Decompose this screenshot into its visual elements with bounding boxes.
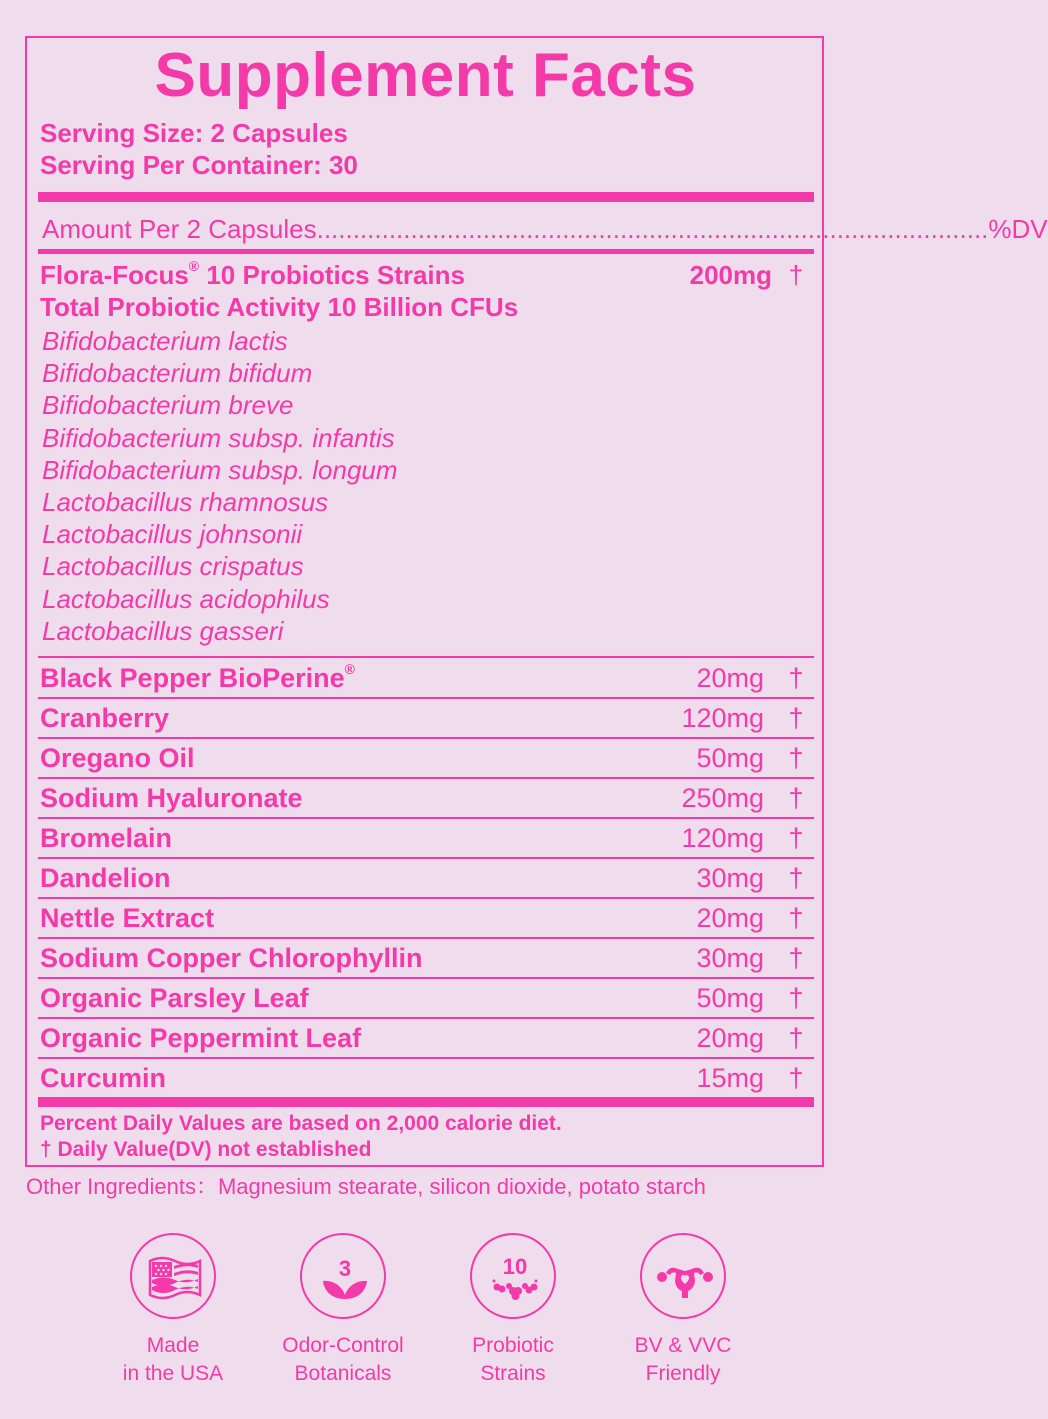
- list-item: Lactobacillus gasseri: [42, 615, 284, 646]
- ingredient-amount: 20mg: [696, 663, 764, 693]
- badge-label: Made in the USA: [122, 1334, 224, 1385]
- ingredient-name: Dandelion: [40, 863, 171, 893]
- table-row: [40, 1018, 810, 1058]
- table-row: [40, 1058, 810, 1098]
- ingredient-amount: 30mg: [696, 863, 764, 893]
- ingredient-amount: 120mg: [681, 703, 764, 733]
- flora-focus-dv: †: [788, 260, 804, 290]
- badge-circle: [300, 1233, 386, 1319]
- list-item: Bifidobacterium breve: [42, 390, 294, 421]
- ingredient-name: Bromelain: [40, 823, 173, 853]
- table-row: [40, 698, 810, 738]
- other-ingredients: Other Ingredients：Magnesium stearate, silicon dioxide, potato starch: [26, 1174, 706, 1199]
- header-divider: [38, 249, 814, 254]
- footnote-dv-not-established: † Daily Value(DV) not established: [40, 1138, 372, 1161]
- ingredient-dv: †: [788, 1023, 804, 1053]
- uterus-icon: [642, 1235, 728, 1321]
- table-row: [40, 818, 810, 858]
- ingredient-amount: 50mg: [696, 743, 764, 773]
- ingredient-dv: †: [788, 943, 804, 973]
- ingredient-dv: †: [788, 663, 804, 693]
- badge-label: BV & VVC Friendly: [634, 1334, 732, 1385]
- list-item: Bifidobacterium lactis: [42, 326, 288, 356]
- badge-circle: [470, 1233, 556, 1319]
- footnote-daily-values: Percent Daily Values are based on 2,000 calorie diet.: [40, 1112, 562, 1135]
- flora-focus-amount: 200mg: [689, 260, 772, 290]
- flora-focus-block: [40, 259, 810, 323]
- list-item: Lactobacillus acidophilus: [42, 583, 330, 614]
- ingredient-amount: 20mg: [696, 903, 764, 933]
- ingredient-amount: 250mg: [681, 783, 764, 813]
- ingredient-dv: †: [788, 743, 804, 773]
- table-row: [40, 778, 810, 818]
- bottom-thick-divider: [38, 1097, 814, 1107]
- us-flag-icon: [132, 1235, 218, 1321]
- flora-focus-name: Flora-Focus® 10 Probiotics Strains: [40, 258, 465, 290]
- badge-circle: [130, 1233, 216, 1319]
- list-item: Bifidobacterium subsp. infantis: [42, 422, 395, 453]
- ingredient-name: Nettle Extract: [40, 903, 215, 933]
- ingredient-name: Oregano Oil: [40, 743, 195, 773]
- ingredient-dv: †: [788, 983, 804, 1013]
- flora-focus-activity: Total Probiotic Activity 10 Billion CFUs: [40, 292, 519, 322]
- table-row: [40, 858, 810, 898]
- badge-bv-vvc-friendly: [588, 1233, 778, 1388]
- list-item: Lactobacillus johnsonii: [42, 519, 303, 550]
- list-item: Lactobacillus crispatus: [42, 551, 304, 582]
- badge-probiotic-strains: [418, 1233, 608, 1388]
- badge-label: Odor-Control Botanicals: [282, 1334, 404, 1385]
- ingredient-dv: †: [788, 823, 804, 853]
- badge-odor-control-botanicals: [248, 1233, 438, 1388]
- list-item: Lactobacillus rhamnosus: [42, 486, 329, 517]
- page-title: Supplement Facts: [154, 41, 697, 110]
- table-row: [40, 738, 810, 778]
- ingredient-dv: †: [788, 1063, 804, 1093]
- top-thick-divider: [38, 192, 814, 202]
- ingredient-amount: 30mg: [696, 943, 764, 973]
- ingredient-name: Cranberry: [40, 703, 170, 733]
- amount-header-dots: .............................................................................................: [316, 214, 989, 244]
- ingredient-amount: 15mg: [696, 1063, 764, 1093]
- table-row: [40, 978, 810, 1018]
- amount-header-label: Amount Per 2 Capsules: [42, 214, 317, 244]
- botanical-leaf-icon: [302, 1235, 388, 1321]
- ingredient-name: Organic Peppermint Leaf: [40, 1023, 362, 1053]
- badge-made-in-usa: [78, 1233, 268, 1388]
- table-row: [40, 658, 810, 698]
- ingredient-name: Black Pepper BioPerine®: [40, 661, 355, 693]
- badge-number: 3: [338, 1256, 352, 1281]
- probiotic-strain-list: [42, 325, 398, 647]
- ingredient-amount: 50mg: [696, 983, 764, 1013]
- list-item: Bifidobacterium bifidum: [42, 358, 313, 389]
- ingredient-name: Curcumin: [40, 1063, 167, 1093]
- servings-per-container: Serving Per Container: 30: [40, 150, 358, 180]
- ingredient-dv: †: [788, 903, 804, 933]
- ingredient-amount: 20mg: [696, 1023, 764, 1053]
- list-item: Bifidobacterium subsp. longum: [42, 454, 398, 485]
- ingredient-name: Sodium Hyaluronate: [40, 783, 303, 813]
- ingredient-amount: 120mg: [681, 823, 764, 853]
- badge-number: 10: [502, 1254, 528, 1279]
- amount-header-dv: %DV: [988, 214, 1048, 244]
- table-row: [40, 938, 810, 978]
- ingredient-dv: †: [788, 863, 804, 893]
- probiotic-bacteria-icon: [472, 1235, 558, 1321]
- badge-circle: [640, 1233, 726, 1319]
- ingredient-name: Organic Parsley Leaf: [40, 983, 309, 1013]
- amount-header: [42, 212, 1048, 246]
- serving-size: Serving Size: 2 Capsules: [40, 118, 348, 148]
- badge-label: Probiotic Strains: [472, 1334, 554, 1385]
- ingredient-dv: †: [788, 703, 804, 733]
- ingredient-name: Sodium Copper Chlorophyllin: [40, 943, 423, 973]
- ingredient-dv: †: [788, 783, 804, 813]
- table-row: [40, 898, 810, 938]
